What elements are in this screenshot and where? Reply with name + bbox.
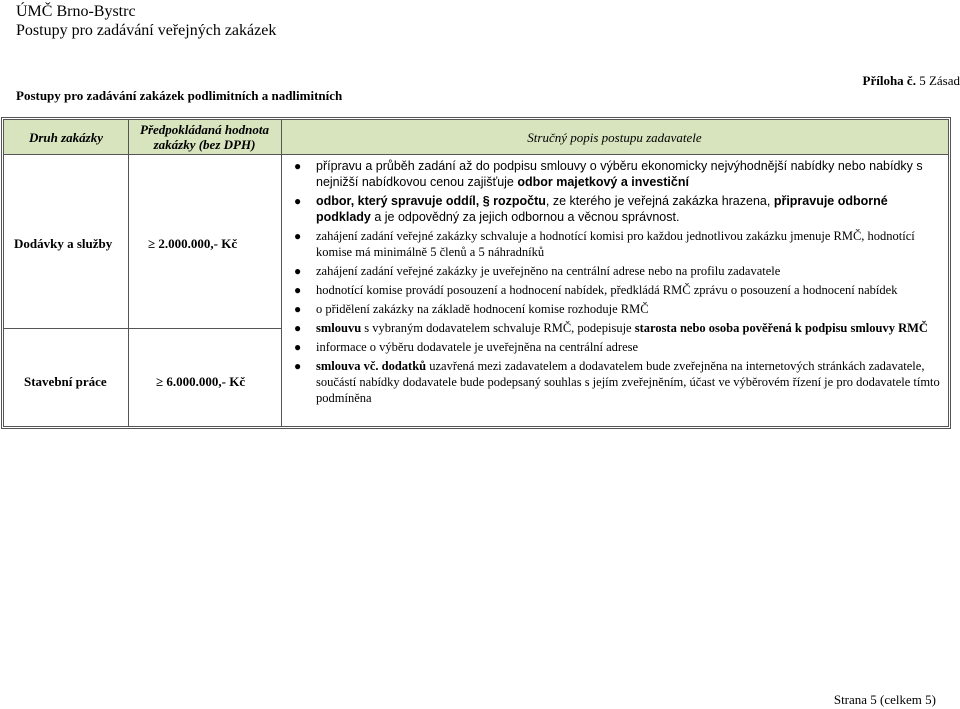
header-contract-type: Druh zakázky: [28, 129, 104, 145]
page-number: Strana 5 (celkem 5): [833, 692, 936, 707]
list-item: ● odbor, který spravuje oddíl, § rozpočtu, ze kterého je veřejná zakázka hrazena, připravuje odborné podklady a je odpovědný za jejich odbornou a věcnou správnost.: [294, 194, 888, 224]
header-value-line1: Předpokládaná hodnota: [140, 122, 269, 137]
document-header: [16, 2, 276, 40]
annex-label: [863, 73, 960, 89]
gte-symbol: ≥: [148, 236, 156, 251]
header-value-line2: zakázky (bez DPH): [153, 137, 256, 152]
annex-label-bold: Příloha č.: [862, 73, 916, 88]
threshold-value: 2.000.000,- Kč: [155, 236, 238, 251]
annex-label-rest: 5 Zásad: [915, 73, 960, 88]
list-item: ● zahájení zadání veřejné zakázky schvaluje a hodnotící komisi pro každou jednotlivou zakázku jmenuje RMČ, hodnotící komise má minimálně 5 členů a 5 náhradníků: [294, 229, 915, 259]
list-item: ● přípravu a průběh zadání až do podpisu smlouvy o výběru ekonomicky nejvýhodnější nabídky nebo nabídky s nejnižší nabídkovou cenou zajišťuje odbor majetkový a investiční: [294, 159, 923, 189]
header-estimated-value: [128, 120, 281, 154]
header-line-office: ÚMČ Brno-Bystrc: [16, 3, 136, 20]
threshold-value: 6.000.000,- Kč: [163, 374, 246, 389]
header-line-subject: Postupy pro zadávání veřejných zakázek: [16, 22, 277, 39]
threshold-supplies: [148, 236, 237, 252]
list-item: ● smlouvu s vybraným dodavatelem schvaluje RMČ, podepisuje starosta nebo osoba pověřená k podpisu smlouvy RMČ: [294, 321, 928, 335]
list-item: ● zahájení zadání veřejné zakázky je uveřejněno na centrální adrese nebo na profilu zadavatele: [294, 264, 781, 278]
list-item: ● informace o výběru dodavatele je uveřejněna na centrální adrese: [294, 340, 639, 354]
header-description: Stručný popis postupu zadavatele: [527, 129, 702, 145]
section-title: Postupy pro zadávání zakázek podlimitních a nadlimitních: [16, 88, 343, 103]
gte-symbol: ≥: [156, 374, 164, 389]
list-item: ● o přidělení zakázky na základě hodnocení komise rozhoduje RMČ: [294, 302, 649, 316]
row-divider: [4, 328, 281, 329]
column-divider: [128, 120, 129, 426]
contract-type-construction: Stavební práce: [24, 374, 107, 389]
list-item: ● smlouva vč. dodatků uzavřená mezi zadavatelem a dodavatelem bude zveřejněna na internetových stránkách zadavatele, součástí nabídky dodavatele bude podepsaný souhlas s jejím zveřejněním, účast ve výběrovém řízení je pro dodavatele tímto podmíněna: [294, 359, 940, 405]
procedure-steps-list: [290, 158, 942, 409]
contract-type-supplies: Dodávky a služby: [14, 236, 113, 251]
column-divider: [281, 120, 282, 426]
procedure-table: [1, 117, 951, 429]
threshold-construction: [156, 374, 245, 390]
list-item: ● hodnotící komise provádí posouzení a hodnocení nabídek, předkládá RMČ zprávu o posouzení a hodnocení nabídek: [294, 283, 898, 297]
